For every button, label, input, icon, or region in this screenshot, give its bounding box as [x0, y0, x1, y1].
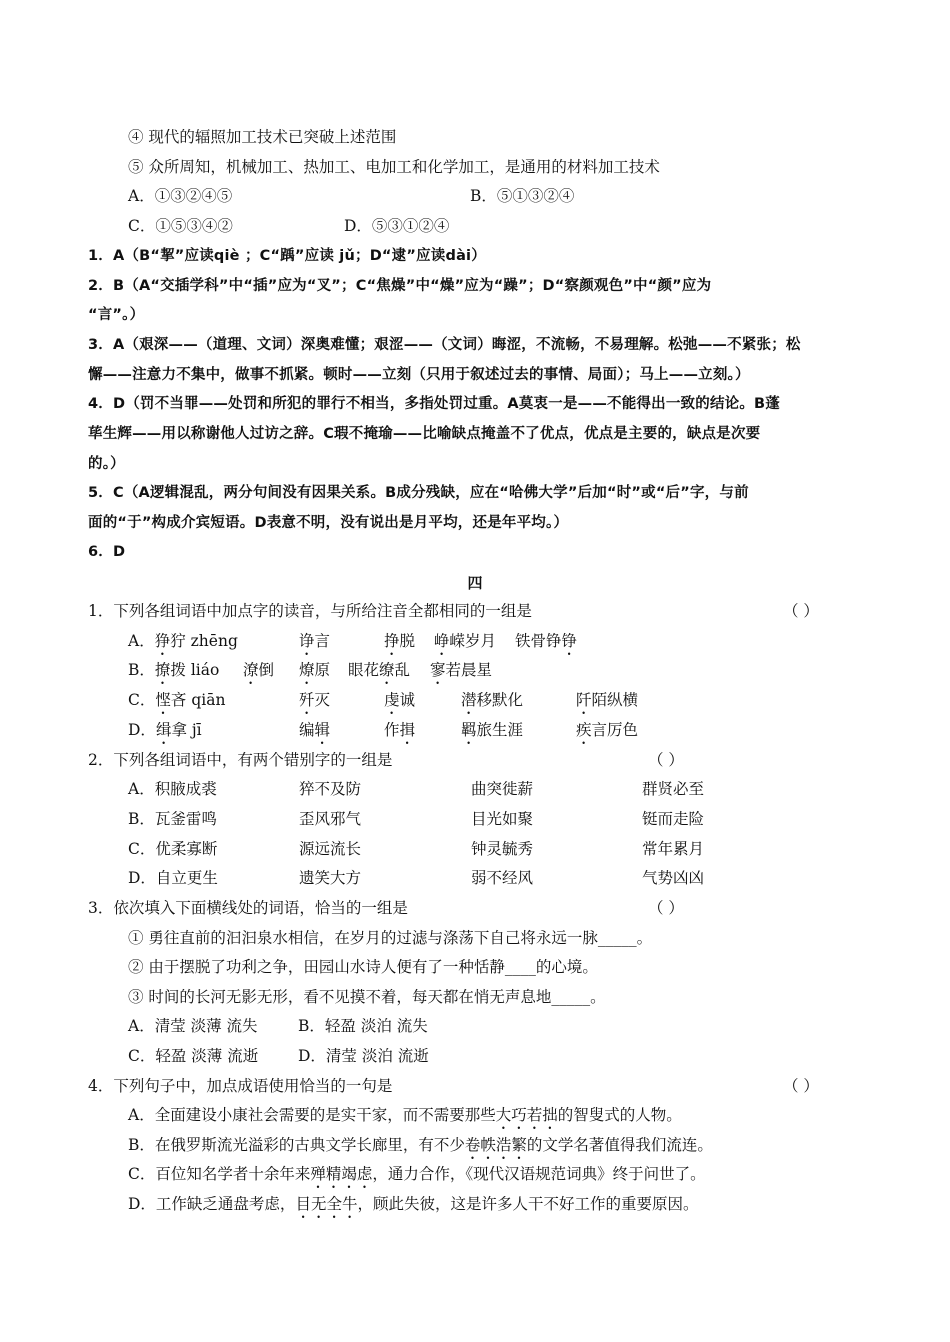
- q4-option-b: B．在俄罗斯流光溢彩的古典文学长廊里，有不少卷帙浩繁的文学名著值得我们流连。: [128, 1136, 713, 1154]
- answer-paren: （ ）: [783, 1077, 819, 1095]
- option-c: C．①⑤③④②: [128, 217, 233, 235]
- question-stem: 2．下列各组词语中，有两个错别字的一组是: [88, 751, 393, 769]
- answer-line: 6．D: [88, 544, 126, 560]
- q4-option-d: D．工作缺乏通盘考虑，目无全牛，顾此失彼，这是许多人干不好工作的重要原因。: [128, 1195, 699, 1213]
- answer-line: 面的“于”构成介宾短语。D表意不明，没有说出是月平均，还是年平均。）: [88, 515, 569, 531]
- question-stem: 3．依次填入下面横线处的词语，恰当的一组是: [88, 899, 408, 917]
- q1-row-c: C．悭吝 qiān 歼灭 虔诚 潜移默化 阡陌纵横: [128, 691, 639, 709]
- list-item-4: ④ 现代的辐照加工技术已突破上述范围: [128, 128, 397, 146]
- question-stem: 4．下列句子中，加点成语使用恰当的一句是: [88, 1077, 393, 1095]
- answer-line: 3．A（艰深——（道理、文词）深奥难懂；艰涩——（文词）晦涩，不流畅，不易理解。松弛——不紧张；松: [88, 337, 801, 353]
- answer-line: 2．B（A“交插学科”中“插”应为“叉”；C“焦燥”中“燥”应为“躁”；D“察颜观色”中“颜”应为: [88, 278, 712, 294]
- q2-row-a: A．积腋成裘 猝不及防 曲突徙薪 群贤必至: [128, 780, 705, 798]
- question-stem: 1．下列各组词语中加点字的读音，与所给注音全都相同的一组是: [88, 602, 532, 620]
- answer-paren: （ ）: [783, 602, 819, 620]
- q4-option-a: A．全面建设小康社会需要的是实干家，而不需要那些大巧若拙的智叟式的人物。: [128, 1106, 682, 1124]
- sentence-1: ① 勇往直前的汩汩泉水相信，在岁月的过滤与涤荡下自己将永远一脉_____。: [128, 929, 653, 947]
- answer-line: 4．D（罚不当罪——处罚和所犯的罪行不相当，多指处罚过重。A莫衷一是——不能得出一致的结论。B蓬: [88, 396, 780, 412]
- q2-row-c: C．优柔寡断 源远流长 钟灵毓秀 常年累月: [128, 840, 705, 858]
- option-a: A．①③②④⑤: [128, 187, 233, 205]
- q2-row-b: B．瓦釜雷鸣 歪风邪气 目光如聚 铤而走险: [128, 810, 705, 828]
- answer-line: 懈——注意力不集中，做事不抓紧。顿时——立刻（只用于叙述过去的事情、局面）；马上——立刻。）: [88, 367, 750, 383]
- q1-row-a: A．狰狞 zhēng 诤言 挣脱 峥嵘岁月 铁骨铮铮: [128, 632, 578, 650]
- list-item-5: ⑤ 众所周知，机械加工、热加工、电加工和化学加工，是通用的材料加工技术: [128, 158, 660, 176]
- sentence-3: ③ 时间的长河无影无形，看不见摸不着，每天都在悄无声息地_____。: [128, 988, 606, 1006]
- answer-line: “言”。）: [88, 307, 145, 323]
- answer-paren: （ ）: [648, 751, 684, 769]
- option-a: A．清莹 淡薄 流失: [128, 1017, 258, 1035]
- q2-row-d: D．自立更生 遗笑大方 弱不经风 气势凶凶: [128, 869, 705, 887]
- option-d: D．清莹 淡泊 流逝: [298, 1047, 429, 1065]
- option-b: B．轻盈 淡泊 流失: [298, 1017, 428, 1035]
- option-d: D．⑤③①②④: [344, 217, 450, 235]
- answer-line: 5．C（A逻辑混乱，两分句间没有因果关系。B成分残缺，应在“哈佛大学”后加“时”或“后”字，与前: [88, 485, 749, 501]
- section-title: 四: [467, 574, 483, 592]
- q1-row-b: B．撩拨 liáo 潦倒 燎原 眼花缭乱 寥若晨星: [128, 661, 493, 679]
- q4-option-c: C．百位知名学者十余年来殚精竭虑，通力合作，《现代汉语规范词典》终于问世了。: [128, 1165, 706, 1183]
- sentence-2: ② 由于摆脱了功利之争，田园山水诗人便有了一种恬静____的心境。: [128, 958, 598, 976]
- option-c: C．轻盈 淡薄 流逝: [128, 1047, 259, 1065]
- q1-row-d: D．缉拿 jī 编辑 作揖 羁旅生涯 疾言厉色: [128, 721, 639, 739]
- answer-paren: （ ）: [648, 899, 684, 917]
- answer-line: 荜生辉——用以称谢他人过访之辞。C瑕不掩瑜——比喻缺点掩盖不了优点，优点是主要的，缺点是次要: [88, 426, 761, 442]
- answer-line: 1．A（B“挈”应读qiè ；C“踽”应读 jǔ；D“逮”应读dài）: [88, 248, 486, 264]
- answer-line: 的。）: [88, 456, 125, 472]
- option-b: B．⑤①③②④: [470, 187, 575, 205]
